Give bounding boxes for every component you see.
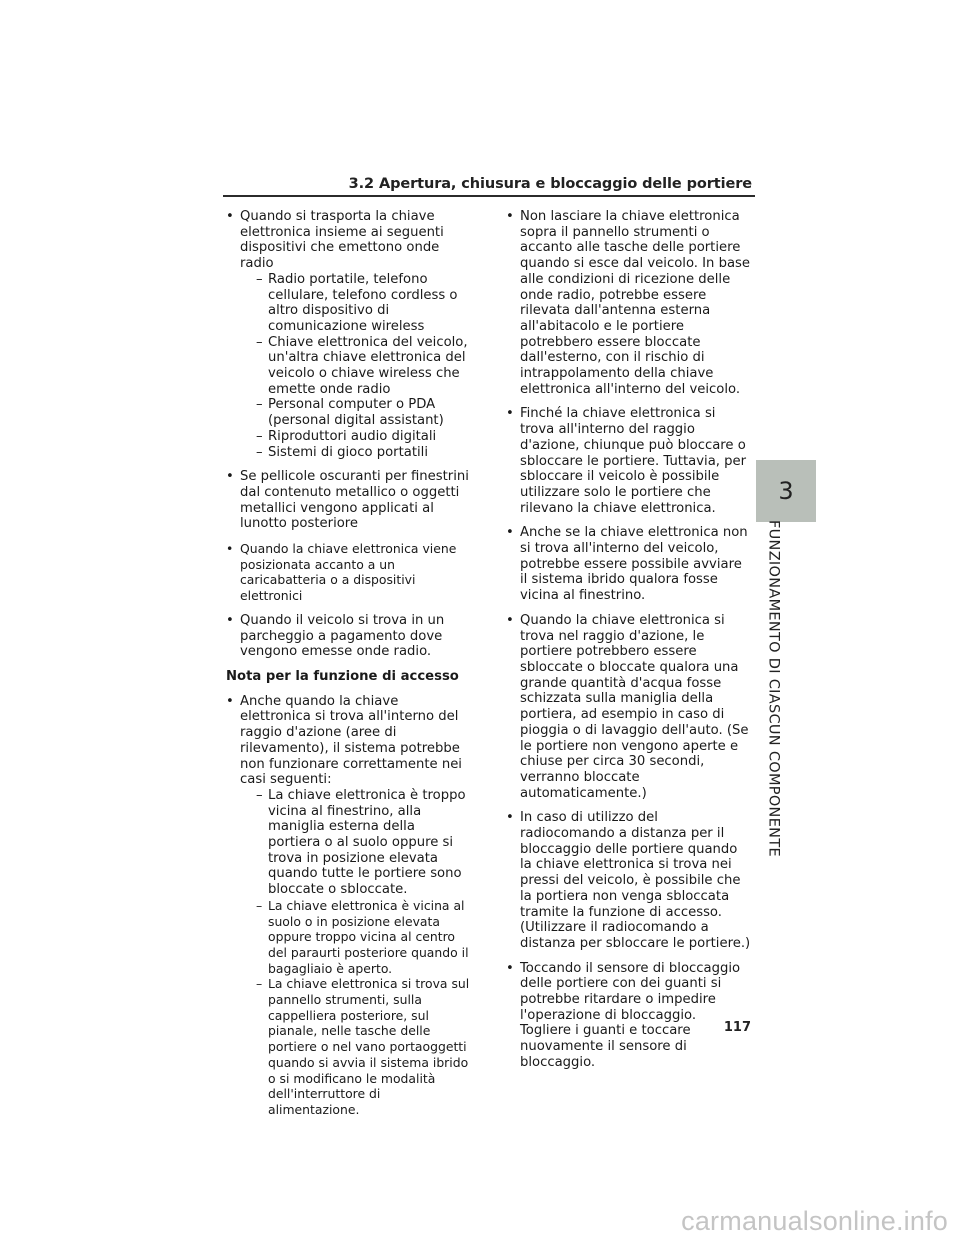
list-item xyxy=(506,613,751,801)
sub-item-text: Chiave elettronica del veicolo, un'altra chiave elettronica del veicolo o chiave wireless che emette onde radio xyxy=(268,334,468,397)
sub-item xyxy=(240,445,471,461)
bullet-text: Se pellicole oscuranti per finestrini dal contenuto metallico o oggetti metallici vengono applicati al lunotto posteriore xyxy=(240,469,469,532)
sub-item xyxy=(240,429,471,445)
sub-item-text: Sistemi di gioco portatili xyxy=(268,444,429,460)
dash-marker: – xyxy=(256,976,263,992)
bullet-text: Finché la chiave elettronica si trova all'interno del raggio d'azione, chiunque può bloccare o sbloccare le portiere. Tuttavia, per sbloccare il veicolo è possibile utilizzare solo le portiere che rilevano la chiave elettronica. xyxy=(520,406,747,516)
right-column xyxy=(506,209,751,1080)
list-item xyxy=(226,541,471,604)
dash-marker: – xyxy=(256,444,263,460)
dash-marker: – xyxy=(256,397,263,413)
list-item xyxy=(226,209,471,460)
bullet-marker: • xyxy=(506,406,514,422)
sub-item-text: La chiave elettronica si trova sul pannello strumenti, sulla cappelliera posteriore, sul pianale, nelle tasche delle portiere o nel vano portaoggetti quando si avvia il sistema ibrido o si modificano le modalità dell'interruttore di alimentazione. xyxy=(268,976,470,1117)
bullet-marker: • xyxy=(226,209,234,224)
page-number: 117 xyxy=(723,1020,751,1035)
bullet-marker: • xyxy=(226,612,234,628)
sub-item-text: Personal computer o PDA (personal digital assistant) xyxy=(268,397,444,429)
list-item xyxy=(226,469,471,532)
bullet-marker: • xyxy=(506,209,514,224)
sub-item xyxy=(240,898,471,977)
list-item xyxy=(506,406,751,516)
bullet-text: Anche se la chiave elettronica non si trova all'interno del veicolo, potrebbe essere possibile avviare il sistema ibrido qualora fosse vicina al finestrino. xyxy=(520,525,748,604)
bullet-marker: • xyxy=(226,541,234,557)
sub-item-text: Riproduttori audio digitali xyxy=(268,428,437,444)
sub-item-text: La chiave elettronica è troppo vicina al finestrino, alla maniglia esterna della portiera o al suolo oppure si trova in posizione elevata quando tutte le portiere sono bloccate o sbloccate. xyxy=(268,787,466,898)
section-heading: Nota per la funzione di accesso xyxy=(226,668,459,684)
chapter-number: 3 xyxy=(778,477,794,505)
watermark: carmanualsonline.info xyxy=(681,1206,948,1236)
sub-item xyxy=(240,335,471,398)
bullet-text: Quando la chiave elettronica si trova nel raggio d'azione, le portiere potrebbero essere sbloccate o bloccate qualora una grande quantità d'acqua fosse schizzata sulla maniglia della portiera, ad esempio in caso di pioggia o di lavaggio dell'auto. (Se le portiere non vengono aperte e chiuse per circa 30 secondi, verranno bloccate automaticamente.) xyxy=(520,612,749,801)
dash-marker: – xyxy=(256,334,263,350)
bullet-marker: • xyxy=(506,810,514,826)
dash-marker: – xyxy=(256,787,263,803)
list-item xyxy=(226,694,471,1118)
list-item xyxy=(226,613,471,660)
bullet-marker: • xyxy=(506,960,514,976)
bullet-text: Quando la chiave elettronica viene posizionata accanto a un caricabatteria o a dispositivi elettronici xyxy=(240,541,457,604)
bullet-text: Non lasciare la chiave elettronica sopra il pannello strumenti o accanto alle tasche delle portiere quando si esce dal veicolo. In base alle condizioni di ricezione delle onde radio, potrebbe essere rilevata dall'antenna esterna all'abitacolo e le portiere potrebbero essere bloccate dall'esterno, con il rischio di intrappolamento della chiave elettronica all'interno del veicolo. xyxy=(520,209,751,397)
bullet-text: Quando il veicolo si trova in un parcheggio a pagamento dove vengono emesse onde radio. xyxy=(240,612,445,660)
sub-item-text: La chiave elettronica è vicina al suolo o in posizione elevata oppure troppo vicina al centro del paraurti posteriore quando il bagagliaio è aperto. xyxy=(268,897,469,976)
bullet-marker: • xyxy=(226,693,234,709)
sub-item xyxy=(240,976,471,1117)
section-header-title: 3.2 Apertura, chiusura e bloccaggio delle portiere xyxy=(348,176,752,192)
list-item xyxy=(506,525,751,604)
sub-item xyxy=(240,788,471,898)
dash-marker: – xyxy=(256,271,263,287)
bullet-marker: • xyxy=(226,469,234,485)
bullet-marker: • xyxy=(506,612,514,628)
list-item xyxy=(506,209,751,397)
bullet-text: In caso di utilizzo del radiocomando a distanza per il bloccaggio delle portiere quando la chiave elettronica si trova nei pressi del veicolo, è possibile che la portiera non venga sbloccata tramite la funzione di accesso. (Utilizzare il radiocomando a distanza per sbloccare le portiere.) xyxy=(520,810,751,951)
bullet-text: Toccando il sensore di bloccaggio delle portiere con dei guanti si potrebbe ritardare o impedire l'operazione di bloccaggio. Togliere i guanti e toccare nuovamente il sensore di bloccaggio. xyxy=(520,960,741,1070)
bullet-text: Anche quando la chiave elettronica si trova all'interno del raggio d'azione (aree di rilevamento), il sistema potrebbe non funzionare correttamente nei casi seguenti: xyxy=(240,693,462,788)
sub-item-text: Radio portatile, telefono cellulare, telefono cordless o altro dispositivo di comunicazione wireless xyxy=(268,271,458,334)
bullet-text: Quando si trasporta la chiave elettronica insieme ai seguenti dispositivi che emettono onde radio xyxy=(240,209,444,272)
dash-marker: – xyxy=(256,897,263,913)
chapter-tab xyxy=(756,460,816,522)
bullet-marker: • xyxy=(506,525,514,541)
dash-marker: – xyxy=(256,428,263,444)
list-item xyxy=(506,810,751,951)
sub-item xyxy=(240,272,471,335)
left-column xyxy=(226,209,471,1127)
header-rule xyxy=(223,195,755,197)
chapter-label: FUNZIONAMENTO DI CIASCUN COMPONENTE xyxy=(765,520,782,857)
list-item xyxy=(506,961,751,1071)
sub-item xyxy=(240,397,471,428)
